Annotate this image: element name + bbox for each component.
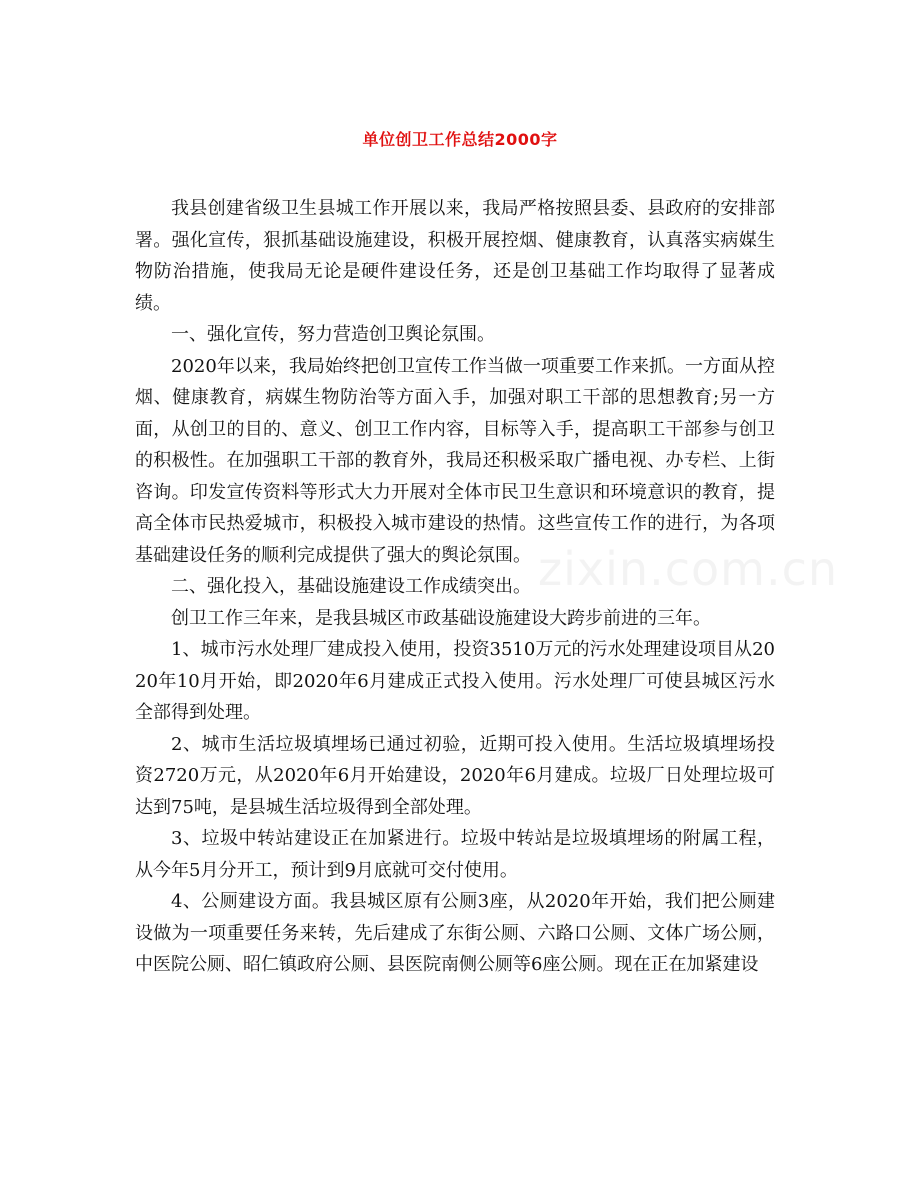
- document-title: 单位创卫工作总结2000字: [362, 130, 558, 149]
- section-heading-1: 一、强化宣传，努力营造创卫舆论氛围。: [171, 324, 495, 345]
- list-item-transfer-station: 3、垃圾中转站建设正在加紧进行。垃圾中转站是垃圾填埋场的附属工程，从今年5月分开工，预计到9月底就可交付使用。: [135, 828, 775, 881]
- section-heading-2: 二、强化投入，基础设施建设工作成绩突出。: [171, 576, 531, 597]
- list-item-public-toilets: 4、公厕建设方面。我县城区原有公厕3座，从2020年开始，我们把公厕建设做为一项重要任务来转，先后建成了东街公厕、六路口公厕、文体广场公厕，中医院公厕、昭仁镇政府公厕、县医院南侧公厕等6座公厕。现在正在加紧建设: [135, 891, 775, 975]
- watermark: zixin.com.cn: [538, 542, 839, 596]
- document-body: [135, 193, 775, 981]
- paragraph-intro: 我县创建省级卫生县城工作开展以来，我局严格按照县委、县政府的安排部署。强化宣传，狠抓基础设施建设，积极开展控烟、健康教育，认真落实病媒生物防治措施，使我局无论是硬件建设任务，还是创卫基础工作均取得了显著成绩。: [135, 198, 775, 314]
- paragraph-infrastructure: 创卫工作三年来，是我县城区市政基础设施建设大跨步前进的三年。: [171, 607, 711, 629]
- list-item-landfill: 2、城市生活垃圾填埋场已通过初验，近期可投入使用。生活垃圾填埋场投资2720万元，从2020年6月开始建设，2020年6月建成。垃圾厂日处理垃圾可达到75吨，是县城生活垃圾得到全部处理。: [135, 733, 775, 818]
- list-item-sewage-plant: 1、城市污水处理厂建成投入使用，投资3510万元的污水处理建设项目从2020年10月开始，即2020年6月建成正式投入使用。污水处理厂可使县城区污水全部得到处理。: [135, 639, 775, 723]
- paragraph-publicity: 2020年以来，我局始终把创卫宣传工作当做一项重要工作来抓。一方面从控烟、健康教育，病媒生物防治等方面入手，加强对职工干部的思想教育;另一方面，从创卫的目的、意义、创卫工作内容，目标等入手，提高职工干部参与创卫的积极性。在加强职工干部的教育外，我局还积极采取广播电视、办专栏、上街咨询。印发宣传资料等形式大力开展对全体市民卫生意识和环境意识的教育，提高全体市民热爱城市，积极投入城市建设的热情。这些宣传工作的进行，为各项基础建设任务的顺利完成提供了强大的舆论氛围。: [135, 355, 775, 566]
